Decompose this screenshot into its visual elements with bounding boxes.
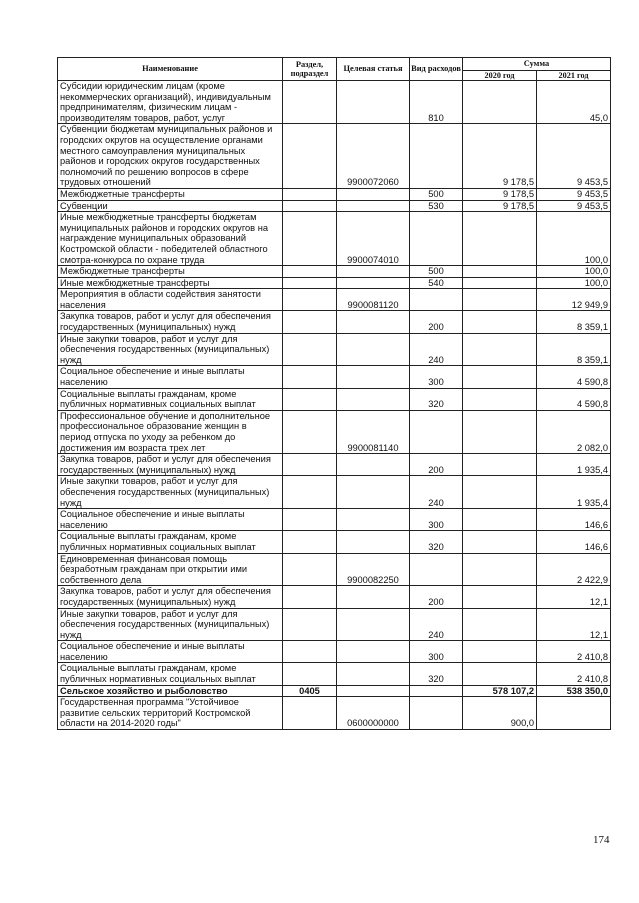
row-vid: 500 [410, 188, 463, 200]
row-sum-2021: 8 359,1 [537, 311, 611, 333]
row-vid: 500 [410, 266, 463, 278]
row-sum-2021: 4 590,8 [537, 388, 611, 410]
row-sum-2021: 8 359,1 [537, 333, 611, 366]
row-sum-2021: 100,0 [537, 266, 611, 278]
row-sum-2020 [463, 454, 537, 476]
row-razdel [283, 81, 337, 124]
row-razdel [283, 277, 337, 289]
row-vid: 300 [410, 366, 463, 388]
row-sum-2020: 9 178,5 [463, 124, 537, 189]
row-sum-2020: 9 178,5 [463, 200, 537, 212]
row-sum-2020 [463, 476, 537, 509]
row-razdel [283, 266, 337, 278]
row-sum-2020 [463, 509, 537, 531]
row-razdel [283, 531, 337, 553]
row-name: Профессиональное обучение и дополнительное профессиональное образование женщин в период отпуска по уходу за ребенком до достижения им возраста трех лет [58, 410, 283, 453]
row-sum-2020 [463, 388, 537, 410]
row-vid: 320 [410, 388, 463, 410]
row-name: Иные межбюджетные трансферты бюджетам муниципальных районов и городских округов на награждение муниципальных образований Костромской области - победителей областного смотра-конкурса по охране труда [58, 212, 283, 266]
table-row [58, 188, 611, 200]
row-razdel [283, 311, 337, 333]
row-tselevaya: 9900081140 [337, 410, 410, 453]
header-year-2020: 2020 год [463, 71, 537, 81]
row-razdel [283, 124, 337, 189]
table-row [58, 81, 611, 124]
row-sum-2020: 9 178,5 [463, 188, 537, 200]
row-tselevaya [337, 188, 410, 200]
row-name: Социальное обеспечение и иные выплаты населению [58, 366, 283, 388]
row-name: Социальное обеспечение и иные выплаты населению [58, 509, 283, 531]
row-sum-2020 [463, 277, 537, 289]
row-sum-2020 [463, 641, 537, 663]
row-name: Социальные выплаты гражданам, кроме публичных нормативных социальных выплат [58, 388, 283, 410]
table-row [58, 333, 611, 366]
row-sum-2021: 2 082,0 [537, 410, 611, 453]
row-name: Межбюджетные трансферты [58, 188, 283, 200]
row-tselevaya [337, 608, 410, 641]
row-sum-2021: 9 453,5 [537, 188, 611, 200]
row-razdel [283, 188, 337, 200]
header-summa: Сумма [463, 58, 611, 71]
table-row [58, 410, 611, 453]
row-vid: 300 [410, 509, 463, 531]
row-sum-2021: 12,1 [537, 586, 611, 608]
row-tselevaya [337, 454, 410, 476]
row-tselevaya: 9900081120 [337, 289, 410, 311]
budget-table [57, 57, 611, 730]
row-sum-2021: 100,0 [537, 277, 611, 289]
row-sum-2021: 9 453,5 [537, 200, 611, 212]
row-name: Межбюджетные трансферты [58, 266, 283, 278]
header-razdel: Раздел, подраздел [283, 58, 337, 81]
row-vid [410, 212, 463, 266]
row-sum-2020 [463, 333, 537, 366]
table-row [58, 697, 611, 730]
table-row [58, 388, 611, 410]
row-vid [410, 697, 463, 730]
row-razdel [283, 388, 337, 410]
row-vid: 200 [410, 311, 463, 333]
row-sum-2021: 146,6 [537, 509, 611, 531]
table-row [58, 124, 611, 189]
row-tselevaya [337, 476, 410, 509]
row-name: Сельское хозяйство и рыболовство [58, 685, 283, 697]
row-name: Субсидии юридическим лицам (кроме некоммерческих организаций), индивидуальным предпринимателям, физическим лицам - производителям товаров, работ, услуг [58, 81, 283, 124]
row-razdel [283, 289, 337, 311]
table-row [58, 200, 611, 212]
row-sum-2021: 2 410,8 [537, 663, 611, 685]
row-name: Социальное обеспечение и иные выплаты населению [58, 641, 283, 663]
row-tselevaya [337, 311, 410, 333]
table-row [58, 553, 611, 586]
row-sum-2020 [463, 366, 537, 388]
row-vid: 540 [410, 277, 463, 289]
row-vid: 200 [410, 586, 463, 608]
row-name: Мероприятия в области содействия занятости населения [58, 289, 283, 311]
table-row [58, 266, 611, 278]
row-sum-2020: 900,0 [463, 697, 537, 730]
row-sum-2020 [463, 289, 537, 311]
row-name: Иные закупки товаров, работ и услуг для обеспечения государственных (муниципальных) нужд [58, 333, 283, 366]
row-sum-2020 [463, 531, 537, 553]
row-name: Субвенции бюджетам муниципальных районов и городских округов на осуществление органами местного самоуправления муниципальных районов и городских округов государственных полномочий по решению вопросов в сфере трудовых отношений [58, 124, 283, 189]
row-sum-2021: 9 453,5 [537, 124, 611, 189]
table-row [58, 311, 611, 333]
table-row [58, 366, 611, 388]
row-vid [410, 685, 463, 697]
row-tselevaya [337, 685, 410, 697]
header-year-2021: 2021 год [537, 71, 611, 81]
row-sum-2021: 2 410,8 [537, 641, 611, 663]
row-name: Единовременная финансовая помощь безработным гражданам при открытии ими собственного дела [58, 553, 283, 586]
row-tselevaya [337, 531, 410, 553]
row-name: Иные закупки товаров, работ и услуг для обеспечения государственных (муниципальных) нужд [58, 608, 283, 641]
row-sum-2021: 2 422,9 [537, 553, 611, 586]
table-header [58, 58, 611, 81]
row-vid: 810 [410, 81, 463, 124]
row-sum-2020 [463, 212, 537, 266]
row-sum-2020 [463, 663, 537, 685]
row-razdel [283, 608, 337, 641]
row-sum-2021: 100,0 [537, 212, 611, 266]
row-razdel [283, 410, 337, 453]
table-row [58, 454, 611, 476]
row-razdel [283, 212, 337, 266]
row-name: Иные межбюджетные трансферты [58, 277, 283, 289]
row-vid: 530 [410, 200, 463, 212]
row-tselevaya [337, 266, 410, 278]
row-tselevaya [337, 277, 410, 289]
row-sum-2021 [537, 697, 611, 730]
row-sum-2021: 4 590,8 [537, 366, 611, 388]
row-tselevaya [337, 200, 410, 212]
table-row [58, 476, 611, 509]
row-tselevaya [337, 366, 410, 388]
row-tselevaya [337, 333, 410, 366]
row-name: Закупка товаров, работ и услуг для обеспечения государственных (муниципальных) нужд [58, 311, 283, 333]
row-tselevaya: 0600000000 [337, 697, 410, 730]
row-sum-2020 [463, 311, 537, 333]
row-vid [410, 553, 463, 586]
table-row [58, 663, 611, 685]
row-tselevaya [337, 509, 410, 531]
row-tselevaya: 9900082250 [337, 553, 410, 586]
row-name: Закупка товаров, работ и услуг для обеспечения государственных (муниципальных) нужд [58, 454, 283, 476]
row-sum-2021: 1 935,4 [537, 454, 611, 476]
row-tselevaya [337, 586, 410, 608]
row-sum-2020 [463, 410, 537, 453]
table-row [58, 289, 611, 311]
row-sum-2020 [463, 608, 537, 641]
row-vid: 240 [410, 333, 463, 366]
row-razdel: 0405 [283, 685, 337, 697]
row-name: Государственная программа "Устойчивое развитие сельских территорий Костромской области на 2014-2020 годы" [58, 697, 283, 730]
row-razdel [283, 476, 337, 509]
row-name: Социальные выплаты гражданам, кроме публичных нормативных социальных выплат [58, 663, 283, 685]
table-row [58, 608, 611, 641]
table-row [58, 531, 611, 553]
row-sum-2021: 12 949,9 [537, 289, 611, 311]
row-tselevaya [337, 663, 410, 685]
row-name: Иные закупки товаров, работ и услуг для обеспечения государственных (муниципальных) нужд [58, 476, 283, 509]
row-vid: 240 [410, 476, 463, 509]
row-razdel [283, 366, 337, 388]
row-name: Закупка товаров, работ и услуг для обеспечения государственных (муниципальных) нужд [58, 586, 283, 608]
row-vid: 320 [410, 531, 463, 553]
row-tselevaya [337, 81, 410, 124]
row-razdel [283, 454, 337, 476]
page-number: 174 [593, 834, 610, 846]
row-vid [410, 289, 463, 311]
row-razdel [283, 586, 337, 608]
row-sum-2020: 578 107,2 [463, 685, 537, 697]
header-vid: Вид расходов [410, 58, 463, 81]
row-sum-2020 [463, 266, 537, 278]
row-vid: 240 [410, 608, 463, 641]
table-body [58, 81, 611, 730]
row-vid: 300 [410, 641, 463, 663]
row-sum-2021: 146,6 [537, 531, 611, 553]
row-razdel [283, 553, 337, 586]
table-row [58, 277, 611, 289]
row-razdel [283, 663, 337, 685]
row-sum-2021: 12,1 [537, 608, 611, 641]
row-sum-2021: 1 935,4 [537, 476, 611, 509]
row-vid: 200 [410, 454, 463, 476]
table-row [58, 586, 611, 608]
row-tselevaya: 9900074010 [337, 212, 410, 266]
header-name: Наименование [58, 58, 283, 81]
row-razdel [283, 509, 337, 531]
row-razdel [283, 641, 337, 663]
table-row [58, 509, 611, 531]
row-razdel [283, 697, 337, 730]
row-name: Субвенции [58, 200, 283, 212]
header-tselevaya: Целевая статья [337, 58, 410, 81]
row-name: Социальные выплаты гражданам, кроме публичных нормативных социальных выплат [58, 531, 283, 553]
table-row [58, 685, 611, 697]
row-tselevaya [337, 388, 410, 410]
row-sum-2021: 538 350,0 [537, 685, 611, 697]
row-vid: 320 [410, 663, 463, 685]
table-row [58, 641, 611, 663]
row-sum-2021: 45,0 [537, 81, 611, 124]
row-razdel [283, 200, 337, 212]
row-sum-2020 [463, 553, 537, 586]
row-sum-2020 [463, 586, 537, 608]
row-sum-2020 [463, 81, 537, 124]
row-vid [410, 410, 463, 453]
row-razdel [283, 333, 337, 366]
table-row [58, 212, 611, 266]
row-tselevaya: 9900072060 [337, 124, 410, 189]
row-tselevaya [337, 641, 410, 663]
row-vid [410, 124, 463, 189]
